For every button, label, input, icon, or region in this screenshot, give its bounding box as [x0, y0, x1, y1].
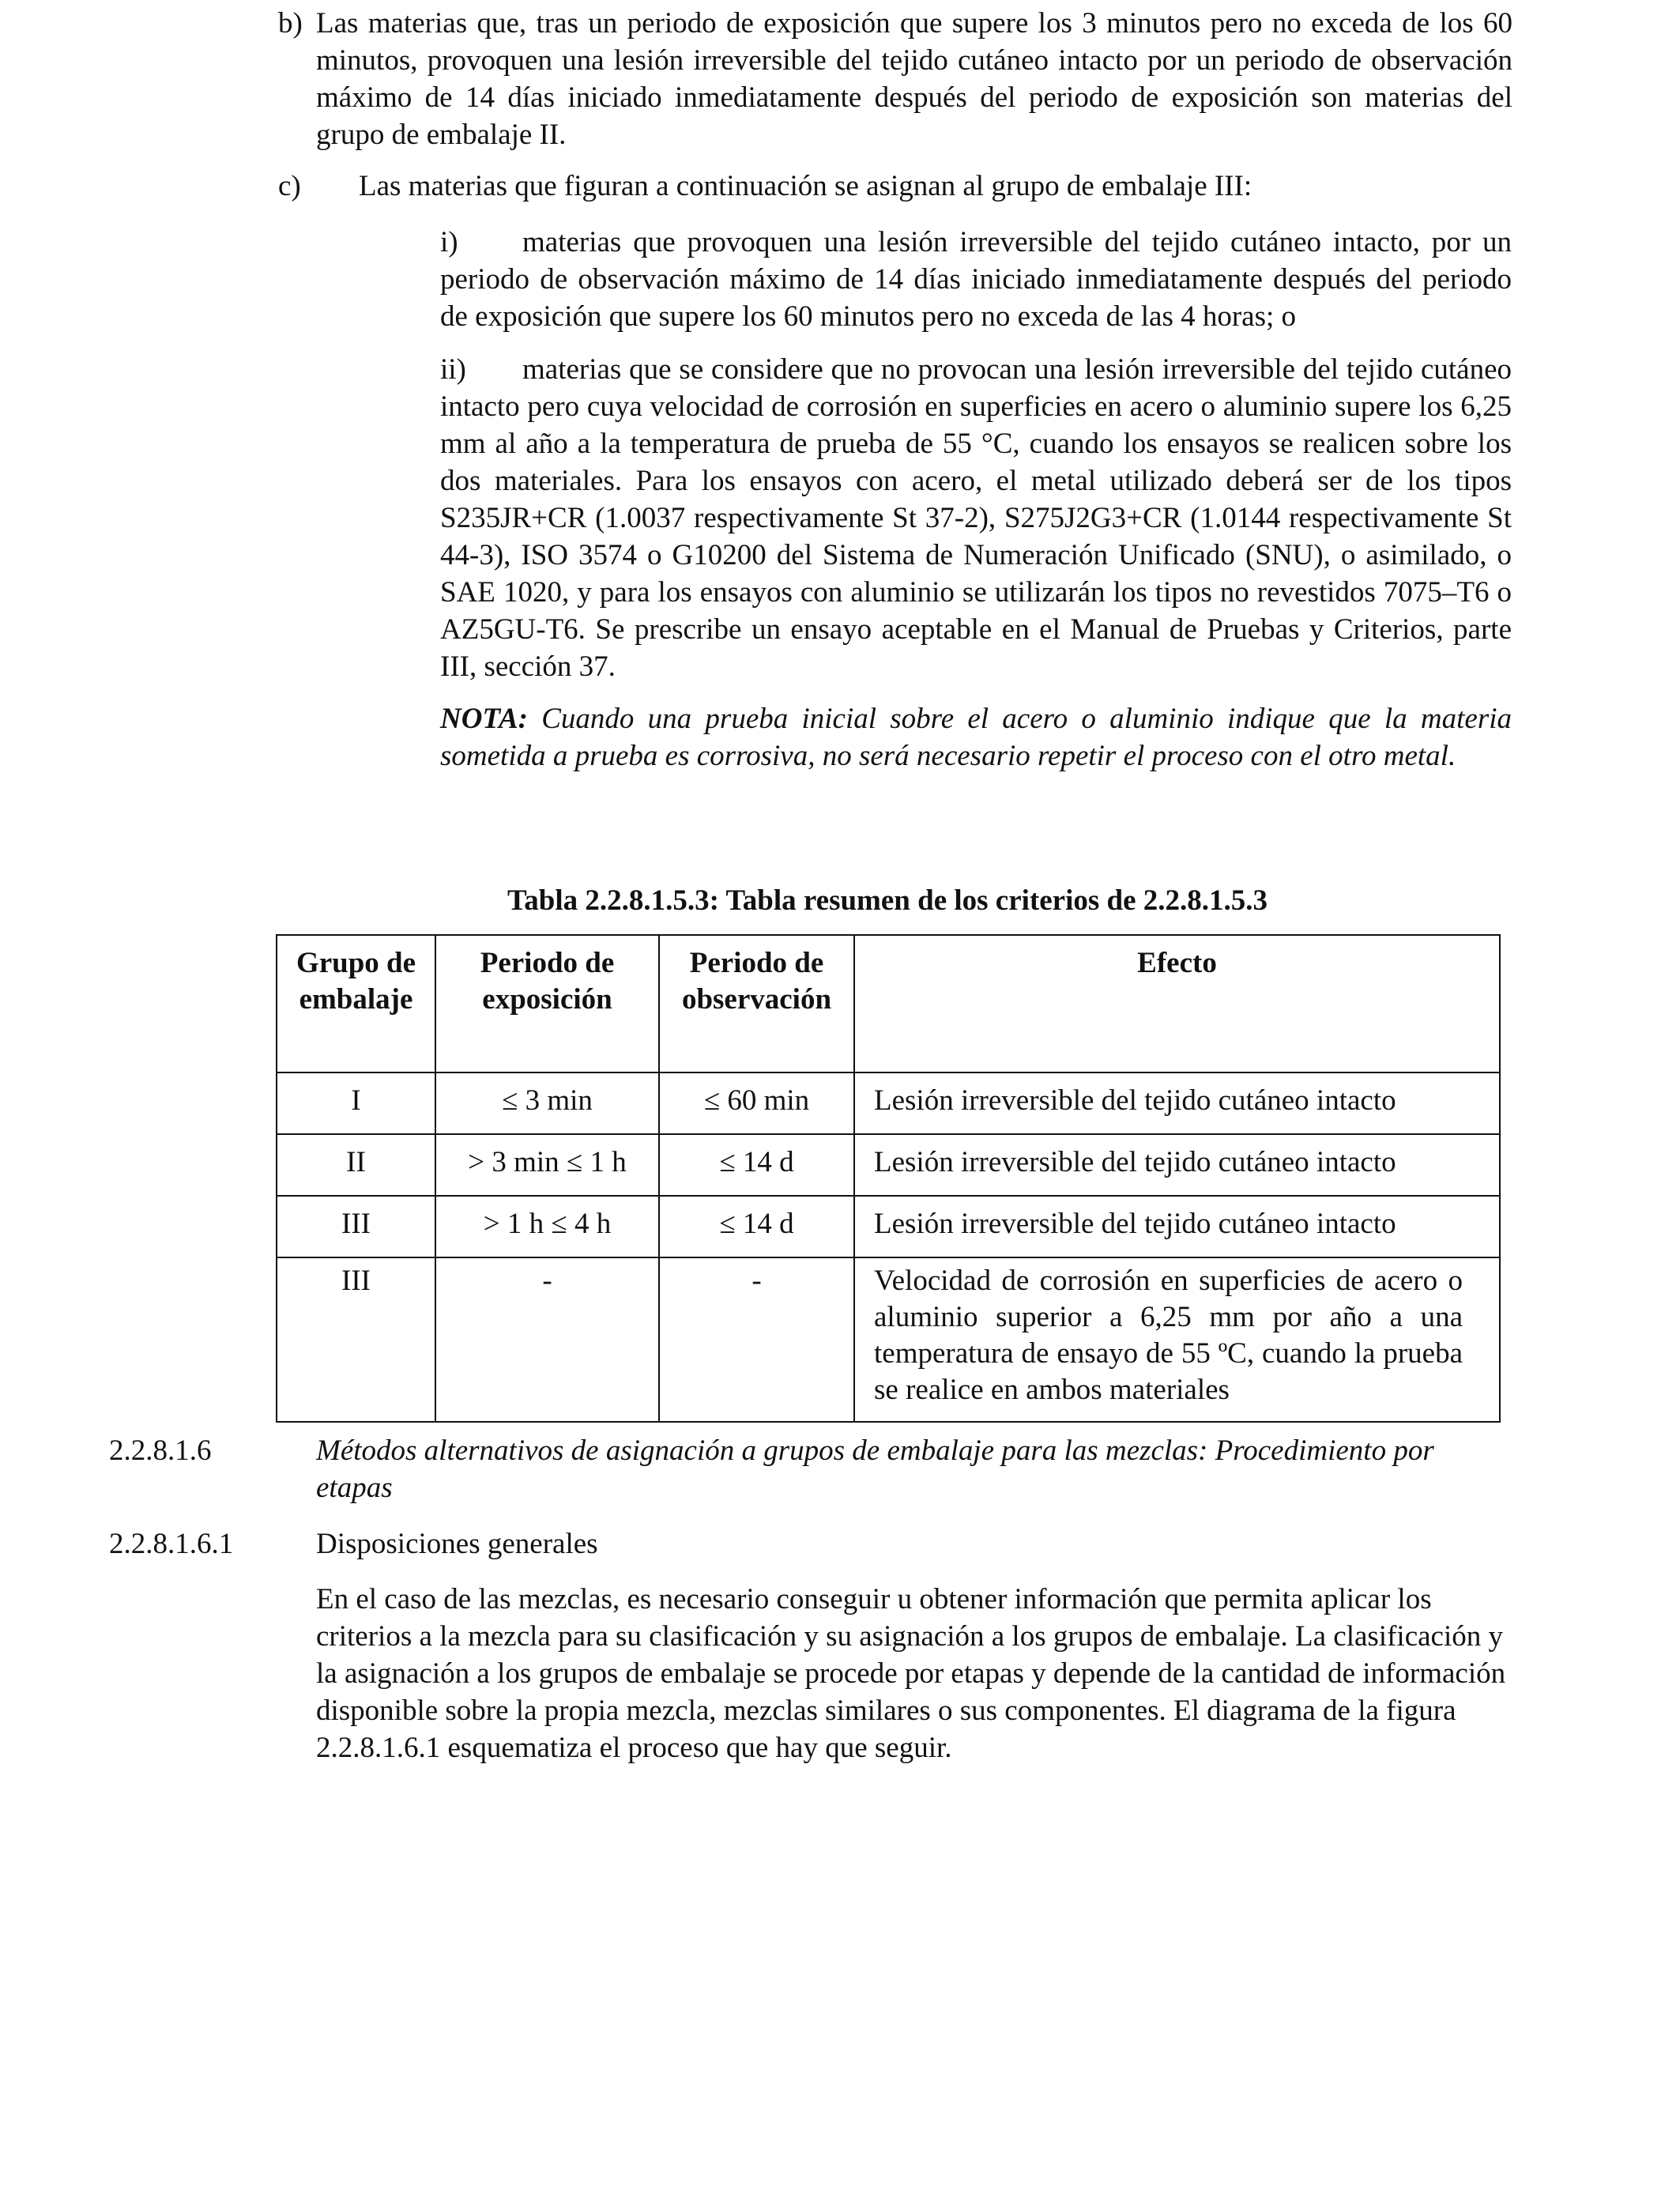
cell-effect: Velocidad de corrosión en superficies de acero o aluminio superior a 6,25 mm por año a una temperatura de ensayo de 55 ºC, cuando la prueba se realice en ambos materiales [854, 1257, 1500, 1422]
table-row [277, 1072, 1500, 1134]
cell-packing-group: III [277, 1196, 435, 1257]
table-row [277, 1257, 1500, 1422]
note-text: Cuando una prueba inicial sobre el acero o aluminio indique que la materia sometida a prueba es corrosiva, no será necesario repetir el proceso con el otro metal. [440, 703, 1512, 772]
table-row [277, 1134, 1500, 1196]
header-packing-group: Grupo de embalaje [277, 935, 435, 1072]
note [440, 700, 1512, 775]
subsection-number: 2.2.8.1.6.1 [109, 1528, 234, 1560]
table-row [277, 1196, 1500, 1257]
subsection-title: Disposiciones generales [316, 1528, 598, 1560]
section-title: Métodos alternativos de asignación a grupos de embalaje para las mezclas: Procedimiento por etapas [316, 1434, 1434, 1504]
cell-observation-period: ≤ 60 min [659, 1072, 854, 1134]
list-item-b-text: Las materias que, tras un periodo de exposición que supere los 3 minutos pero no exceda de los 60 minutos, provoquen una lesión irreversible del tejido cutáneo intacto por un periodo de observación máximo de 14 días iniciado inmediatamente después del periodo de exposición son materias del grupo de embalaje II. [316, 7, 1512, 151]
sub-item-ii-marker: ii) [440, 353, 466, 386]
cell-exposure-period: > 1 h ≤ 4 h [435, 1196, 659, 1257]
cell-exposure-period: ≤ 3 min [435, 1072, 659, 1134]
cell-observation-period: - [659, 1257, 854, 1422]
cell-packing-group: II [277, 1134, 435, 1196]
header-observation-period: Periodo de observación [659, 935, 854, 1072]
sub-item-i-marker: i) [440, 226, 458, 258]
table-header-row [277, 935, 1500, 1072]
cell-effect: Lesión irreversible del tejido cutáneo intacto [854, 1134, 1500, 1196]
cell-packing-group: I [277, 1072, 435, 1134]
cell-packing-group: III [277, 1257, 435, 1422]
header-exposure-period: Periodo de exposición [435, 935, 659, 1072]
header-effect: Efecto [854, 935, 1500, 1072]
note-label: NOTA: [440, 703, 528, 735]
cell-observation-period: ≤ 14 d [659, 1196, 854, 1257]
subsection-body: En el caso de las mezclas, es necesario conseguir u obtener información que permita aplicar los criterios a la mezcla para su clasificación y su asignación a los grupos de embalaje. La clasificación y la asignación a los grupos de embalaje se procede por etapas y depende de la cantidad de información disponible sobre la propia mezcla, mezclas similares o sus componentes. El diagrama de la figura 2.2.8.1.6.1 esquematiza el proceso que hay que seguir. [316, 1583, 1506, 1764]
sub-item-ii [440, 351, 1512, 685]
table-caption: Tabla 2.2.8.1.5.3: Tabla resumen de los criterios de 2.2.8.1.5.3 [507, 884, 1268, 917]
cell-observation-period: ≤ 14 d [659, 1134, 854, 1196]
sub-item-i [440, 224, 1512, 335]
cell-exposure-period: - [435, 1257, 659, 1422]
sub-item-ii-text: materias que se considere que no provocan una lesión irreversible del tejido cutáneo intacto pero cuya velocidad de corrosión en superficies en acero o aluminio supere los 6,25 mm al año a la temperatura de prueba de 55 °C, cuando los ensayos se realicen sobre los dos materiales. Para los ensayos con acero, el metal utilizado deberá ser de los tipos S235JR+CR (1.0037 respectivamente St 37-2), S275J2G3+CR (1.0144 respectivamente St 44-3), ISO 3574 o G10200 del Sistema de Numeración Unificado (SNU), o asimilado, o SAE 1020, y para los ensayos con aluminio se utilizarán los tipos no revestidos 7075–T6 o AZ5GU-T6. Se prescribe un ensayo aceptable en el Manual de Pruebas y Criterios, parte III, sección 37. [440, 353, 1512, 683]
section-number: 2.2.8.1.6 [109, 1434, 212, 1467]
cell-effect: Lesión irreversible del tejido cutáneo intacto [854, 1072, 1500, 1134]
list-item-b [278, 5, 1512, 153]
list-item-c-text: Las materias que figuran a continuación se asignan al grupo de embalaje III: [359, 170, 1252, 202]
list-marker-b: b) [278, 7, 303, 40]
sub-item-i-text: materias que provoquen una lesión irreversible del tejido cutáneo intacto, por un periodo de observación máximo de 14 días iniciado inmediatamente después del periodo de exposición que supere los 60 minutos pero no exceda de las 4 horas; o [440, 226, 1512, 333]
cell-exposure-period: > 3 min ≤ 1 h [435, 1134, 659, 1196]
cell-effect: Lesión irreversible del tejido cutáneo intacto [854, 1196, 1500, 1257]
criteria-summary-table [276, 934, 1501, 1423]
list-marker-c: c) [278, 170, 301, 202]
list-item-c [278, 168, 1512, 205]
